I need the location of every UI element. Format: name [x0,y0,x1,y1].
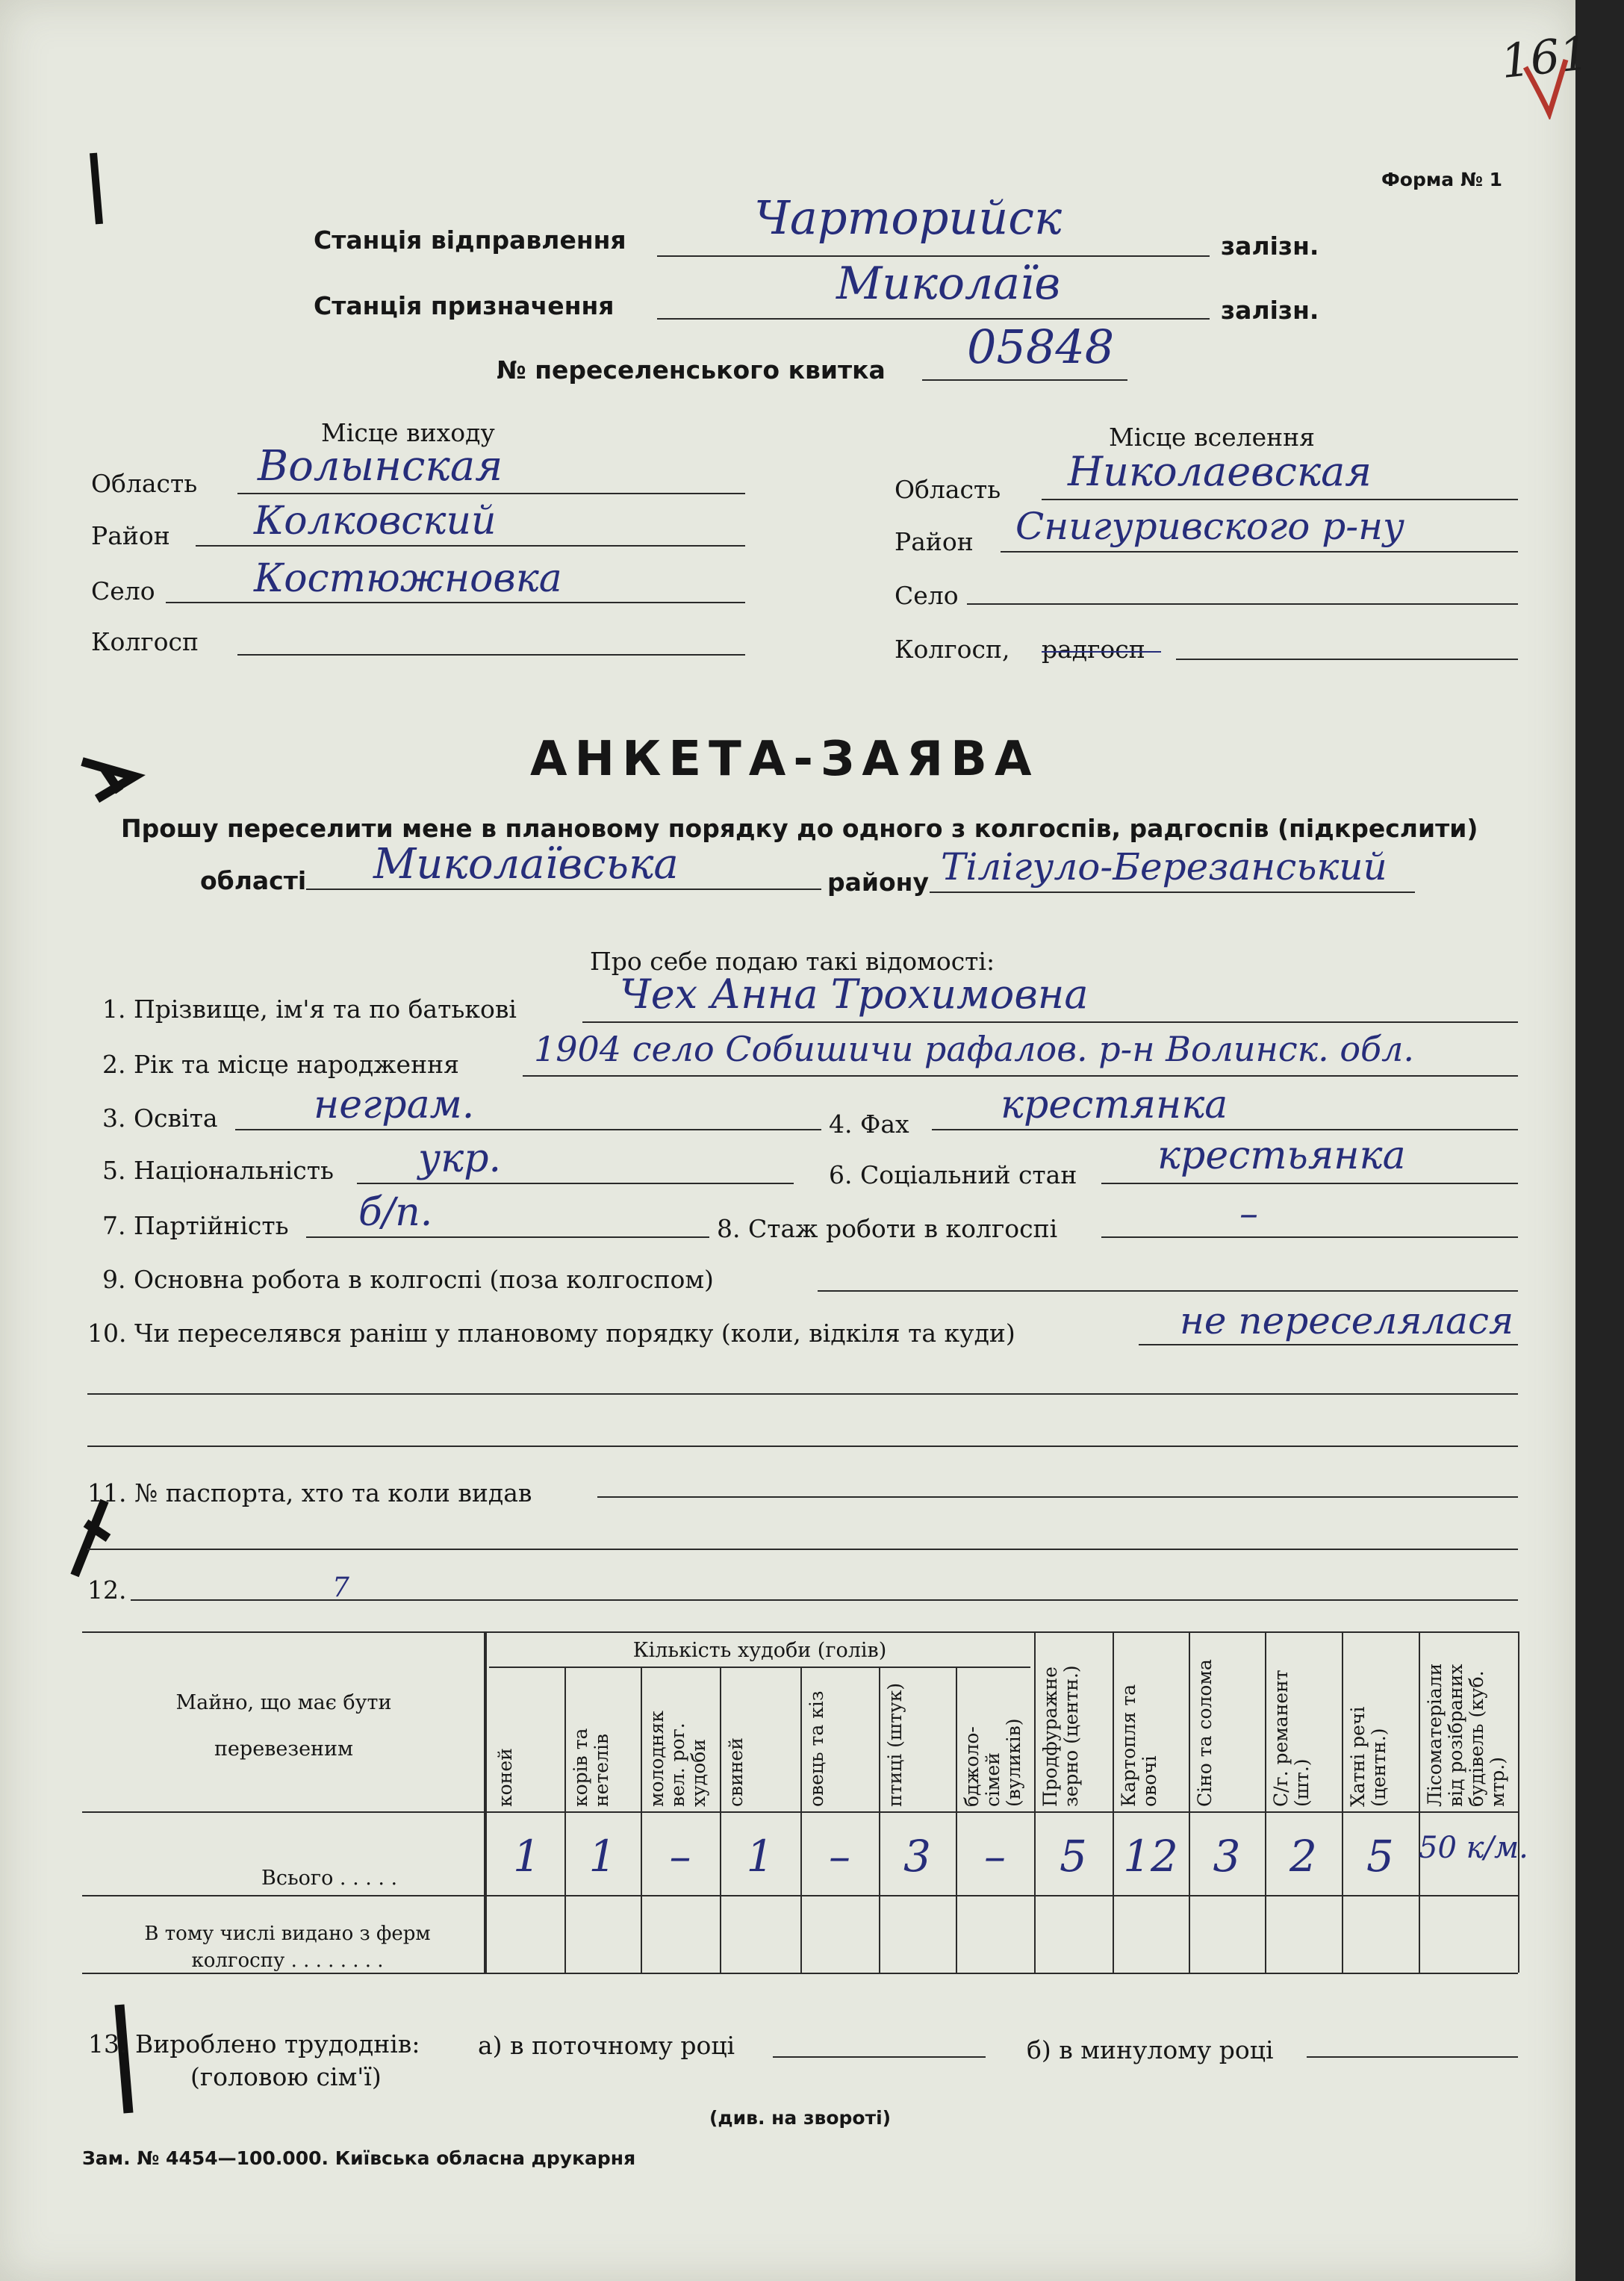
ticket-value: 05848 [967,320,1115,374]
table-column-divider [1034,1631,1036,1973]
table-total-cell: 12 [1123,1831,1178,1882]
origin-raion-label: Район [91,521,170,550]
total-label: Всього . . . . . [261,1867,398,1890]
binding-mark [75,747,146,806]
field-7-label: 7. Партійність [102,1211,289,1240]
origin-oblast-label: Область [91,469,198,498]
origin-oblast-value: Волынская [258,442,503,491]
table-total-cell: 3 [903,1831,931,1882]
table-column-divider [1419,1631,1420,1973]
page-number-mark: 161 [1498,25,1592,89]
table-column-header: корів та нетелів [570,1728,612,1807]
origin-selo-value: Костюжновка [254,556,562,601]
departure-label: Станція відправлення [314,225,626,255]
table-total-cell: – [829,1831,850,1882]
table-column-header: коней [494,1748,516,1807]
workdays-b-label: б) в минулому році [1027,2035,1274,2064]
request-text: Прошу переселити мене в плановому порядку до одного з колгоспів, радгоспів (підкреслити) [121,814,1478,843]
table-total-cell: – [669,1831,691,1882]
field-9-label: 9. Основна робота в колгоспі (поза колгоспом) [102,1265,714,1294]
table-total-cell: 50 к/м. [1419,1831,1528,1865]
table-column-divider [641,1667,642,1973]
request-oblast-value: Миколаївська [373,840,679,889]
origin-selo-label: Село [91,576,155,606]
field-1-label: 1. Прізвище, ім'я та по батькові [102,995,517,1024]
field-3-value: неграм. [314,1083,475,1127]
table-column-header: овець та кіз [806,1690,827,1807]
table-column-header: молодняк вел. рог. худоби [646,1711,709,1807]
destination-label: Станція призначення [314,291,615,320]
farm-label: В тому числі видано з ферм колгоспу . . . . . . . . [144,1923,431,1972]
table-column-header: Хатні речі (центн.) [1347,1706,1390,1807]
field-11-label: 11. № паспорта, хто та коли видав [87,1478,532,1507]
table-column-header: Картопля та овочі [1118,1684,1160,1807]
settlement-raion-label: Район [895,527,974,556]
field-4-label: 4. Фах [829,1110,909,1139]
table-column-header: птиці (штук) [884,1682,906,1807]
binding-mark [105,2001,149,2120]
livestock-header: Кількість худоби (голів) [632,1639,887,1662]
settlement-oblast-value: Николаевская [1068,448,1372,495]
field-2-value: 1904 село Собишичи рафалов. р-н Волинск. обл. [534,1029,1415,1069]
settlement-kolhosp-label: Колгосп, [895,635,1010,664]
field-3-label: 3. Освіта [102,1104,218,1133]
info-intro: Про себе подаю такі відомості: [590,947,995,976]
field-1-value: Чех Анна Трохимовна [620,971,1089,1018]
field-5-label: 5. Національність [102,1156,334,1185]
form-number: Форма № 1 [1381,169,1503,190]
binding-mark [78,149,108,231]
see-reverse-note: (див. на звороті) [709,2107,892,2129]
table-column-header: свиней [725,1737,747,1807]
origin-title: Місце виходу [321,418,495,447]
departure-value: Чарторийск [754,190,1062,245]
field-10-label: 10. Чи переселявся раніш у плановому порядку (коли, відкіля та куди) [87,1319,1015,1348]
field-5-value: укр. [418,1136,502,1181]
field-2-label: 2. Рік та місце народження [102,1050,459,1079]
table-column-header: Лісоматеріали від розібраних будівель (куб. мтр.) [1424,1663,1508,1807]
table-total-cell: 1 [513,1831,541,1882]
departure-suffix: залізн. [1221,231,1319,261]
table-column-divider [564,1667,566,1973]
red-check-mark [1519,52,1572,119]
field-6-value: крестьянка [1157,1133,1406,1178]
table-column-divider [956,1667,957,1973]
property-label: Майно, що має бути перевезеним [175,1691,392,1761]
table-total-cell: – [984,1831,1006,1882]
table-total-cell: 5 [1060,1831,1087,1882]
settlement-title: Місце вселення [1109,423,1315,452]
field-10-value: не переселялася [1180,1299,1514,1342]
table-total-cell: 2 [1289,1831,1317,1882]
workdays-a-label: а) в поточному році [478,2031,735,2060]
origin-kolhosp-label: Колгосп [91,627,199,656]
table-column-header: бджоло-сімей (вуликів) [961,1718,1024,1807]
table-total-cell: 3 [1213,1831,1241,1882]
field-6-label: 6. Соціальний стан [829,1160,1077,1189]
field-4-value: крестянка [1001,1083,1228,1127]
table-total-cell: 1 [588,1831,617,1882]
table-column-divider [1342,1631,1343,1973]
workdays-label: 13. Вироблено трудоднів: [88,2029,420,2058]
field-12-value: 7 [332,1572,349,1603]
form-title: АНКЕТА-ЗАЯВА [530,732,1039,787]
workdays-sub: (головою сім'ї) [190,2062,382,2091]
table-column-header: Сіно та солома [1194,1659,1216,1807]
destination-value: Миколаїв [836,258,1061,310]
table-column-divider [1265,1631,1266,1973]
field-8-label: 8. Стаж роботи в колгоспі [717,1214,1058,1243]
destination-suffix: залізн. [1221,296,1319,325]
field-7-value: б/п. [358,1190,433,1235]
settlement-radhosp-label: радгосп [1042,635,1145,664]
origin-raion-value: Колковский [254,499,497,544]
table-total-cell: 5 [1366,1831,1394,1882]
field-12-label: 12. [87,1575,127,1605]
request-oblast-label: області [200,866,307,895]
table-column-divider [720,1667,721,1973]
ticket-label: № переселенського квитка [497,355,886,385]
table-column-divider [1189,1631,1190,1973]
printer-imprint: Зам. № 4454—100.000. Київська обласна друкарня [82,2147,636,2169]
table-total-cell: 1 [746,1831,774,1882]
request-raion-value: Тілігуло-Березанський [941,845,1387,889]
field-8-value: – [1239,1192,1258,1235]
settlement-selo-label: Село [895,581,959,610]
settlement-oblast-label: Область [895,475,1001,504]
settlement-raion-value: Снигуривского р-ну [1015,505,1405,548]
request-raion-label: району [827,868,929,897]
table-column-divider [879,1667,880,1973]
table-column-header: С/г. реманент (шт.) [1270,1669,1313,1807]
table-column-divider [800,1667,802,1973]
table-column-header: Продфуражне зерно (центн.) [1039,1665,1082,1807]
table-column-divider [1113,1631,1114,1973]
